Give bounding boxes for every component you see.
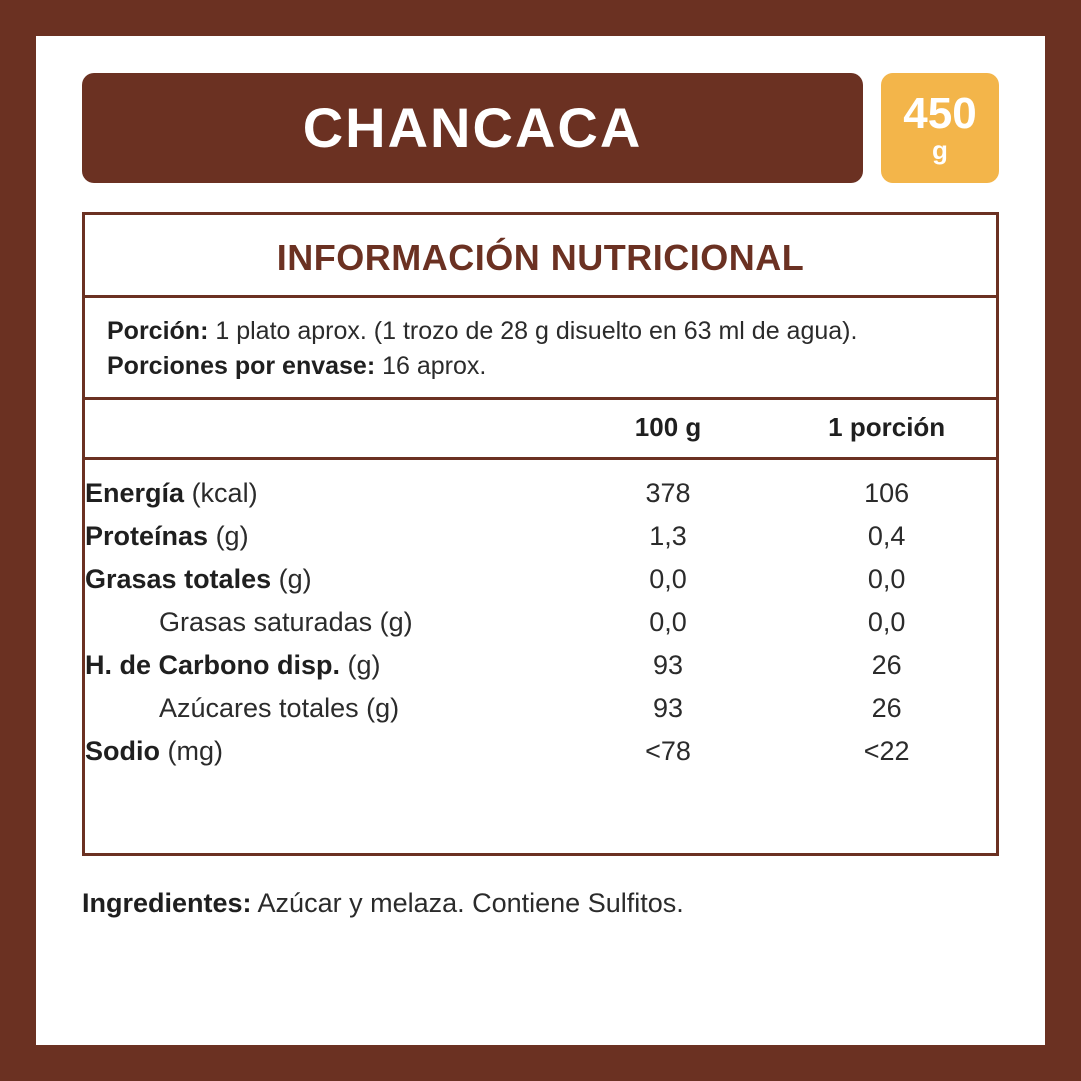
nutrition-table-head <box>85 400 996 459</box>
nutrient-name: H. de Carbono disp. <box>85 650 341 680</box>
table-row <box>85 558 996 601</box>
servings-value: 16 aprox. <box>382 351 487 380</box>
serving-label: Porción: <box>107 317 209 345</box>
table-row <box>85 730 996 773</box>
nutrient-unit: (g) <box>379 607 413 637</box>
serving-value: 1 plato aprox. (1 trozo de 28 g disuelto en 63 ml de agua). <box>215 317 858 345</box>
nutrient-unit: (g) <box>278 564 312 594</box>
nutrient-name: Azúcares totales <box>159 693 359 723</box>
column-header-per-serving: 1 porción <box>777 400 996 459</box>
column-header-nutrient <box>85 400 559 459</box>
nutrient-name-cell <box>85 601 559 644</box>
value-per-100g: 378 <box>645 478 691 508</box>
nutrient-unit: (kcal) <box>191 478 258 508</box>
value-per-serving: <22 <box>863 736 910 766</box>
nutrient-name: Sodio <box>85 736 160 766</box>
value-per-serving: 0,0 <box>867 607 906 637</box>
servings-per-container-line <box>107 349 974 384</box>
value-per-100g: 0,0 <box>649 607 687 637</box>
value-per-100g: 93 <box>653 650 684 680</box>
nutrition-label-card <box>36 36 1045 1045</box>
table-header-row <box>85 400 996 459</box>
value-per-serving: 106 <box>864 478 910 508</box>
weight-unit: g <box>932 134 948 165</box>
product-title-box <box>82 73 863 183</box>
nutrient-unit: (g) <box>347 650 381 680</box>
table-row <box>85 515 996 558</box>
value-per-100g: 1,3 <box>649 521 687 551</box>
nutrient-name-cell <box>85 515 559 558</box>
table-row <box>85 687 996 730</box>
value-per-serving: 0,0 <box>867 564 906 594</box>
value-per-100g: 0,0 <box>649 564 687 594</box>
nutrient-name: Proteínas <box>85 521 209 551</box>
weight-value: 450 <box>903 88 977 138</box>
nutrient-unit: (g) <box>366 693 400 723</box>
column-header-per-100g: 100 g <box>559 400 778 459</box>
nutrient-name: Grasas saturadas <box>159 607 373 637</box>
header <box>82 73 999 183</box>
nutrient-name-cell <box>85 644 559 687</box>
serving-info <box>85 298 996 400</box>
value-per-100g: 93 <box>653 693 684 723</box>
nutrition-table-body <box>85 459 996 774</box>
nutrient-name: Energía <box>85 478 185 508</box>
table-row <box>85 601 996 644</box>
nutrient-name-cell <box>85 687 559 730</box>
nutrition-panel-title: INFORMACIÓN NUTRICIONAL <box>85 215 996 298</box>
serving-line <box>107 314 974 349</box>
value-per-serving: 26 <box>871 693 902 723</box>
ingredients-label: Ingredientes: <box>82 888 252 918</box>
value-per-serving: 26 <box>871 650 902 680</box>
value-per-serving: 0,4 <box>867 521 906 551</box>
product-title: CHANCACA <box>302 96 643 159</box>
table-row <box>85 459 996 516</box>
nutrient-unit: (g) <box>215 521 249 551</box>
value-per-100g: <78 <box>645 736 691 766</box>
nutrition-table <box>85 400 996 773</box>
nutrient-unit: (mg) <box>167 736 224 766</box>
nutrient-name-cell <box>85 558 559 601</box>
nutrient-name: Grasas totales <box>85 564 272 594</box>
ingredients-value: Azúcar y melaza. Contiene Sulfitos. <box>257 888 684 918</box>
weight-badge <box>881 73 999 183</box>
nutrient-name-cell <box>85 459 559 516</box>
servings-label: Porciones por envase: <box>107 351 376 380</box>
ingredients-line <box>82 888 999 919</box>
table-row <box>85 644 996 687</box>
nutrient-name-cell <box>85 730 559 773</box>
nutrition-panel <box>82 212 999 856</box>
